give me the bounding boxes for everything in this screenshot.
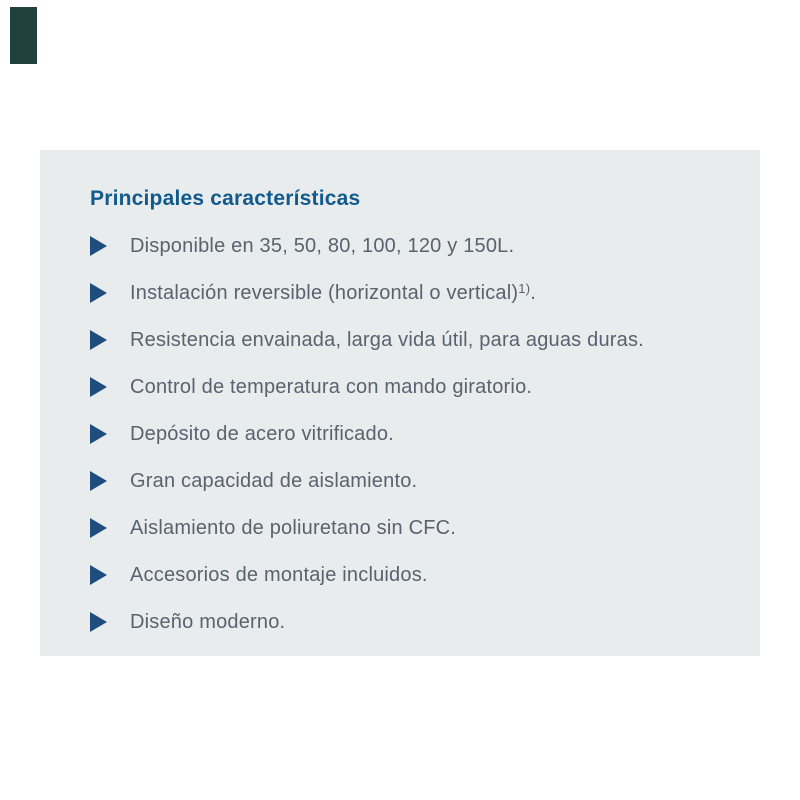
feature-text: Instalación reversible (horizontal o vertical)$^{1)}$. xyxy=(130,281,536,304)
feature-list-item xyxy=(90,330,740,350)
triangle-right-icon xyxy=(90,377,107,397)
triangle-right-icon xyxy=(90,330,107,350)
feature-list-item xyxy=(90,283,740,303)
feature-text: Resistencia envainada, larga vida útil, para aguas duras. xyxy=(130,329,644,351)
feature-list-item xyxy=(90,377,740,397)
features-panel xyxy=(40,150,760,656)
triangle-right-icon xyxy=(90,471,107,491)
feature-list-item xyxy=(90,471,740,491)
feature-list-item xyxy=(90,518,740,538)
feature-text: Disponible en 35, 50, 80, 100, 120 y 150L. xyxy=(130,235,515,257)
feature-text: Accesorios de montaje incluidos. xyxy=(130,564,428,586)
triangle-right-icon xyxy=(90,236,107,256)
feature-list-item xyxy=(90,565,740,585)
feature-text: Gran capacidad de aislamiento. xyxy=(130,470,418,492)
triangle-right-icon xyxy=(90,424,107,444)
triangle-right-icon xyxy=(90,283,107,303)
triangle-right-icon xyxy=(90,565,107,585)
feature-list-item xyxy=(90,236,740,256)
feature-text: Diseño moderno. xyxy=(130,611,286,633)
feature-text: Control de temperatura con mando giratorio. xyxy=(130,376,533,398)
page-corner-mark xyxy=(10,7,37,64)
feature-list-item xyxy=(90,612,740,632)
feature-text: Aislamiento de poliuretano sin CFC. xyxy=(130,517,457,539)
feature-text: Depósito de acero vitrificado. xyxy=(130,423,394,445)
feature-list-item xyxy=(90,424,740,444)
triangle-right-icon xyxy=(90,518,107,538)
features-list xyxy=(90,236,740,632)
panel-title: Principales características xyxy=(90,187,361,210)
triangle-right-icon xyxy=(90,612,107,632)
